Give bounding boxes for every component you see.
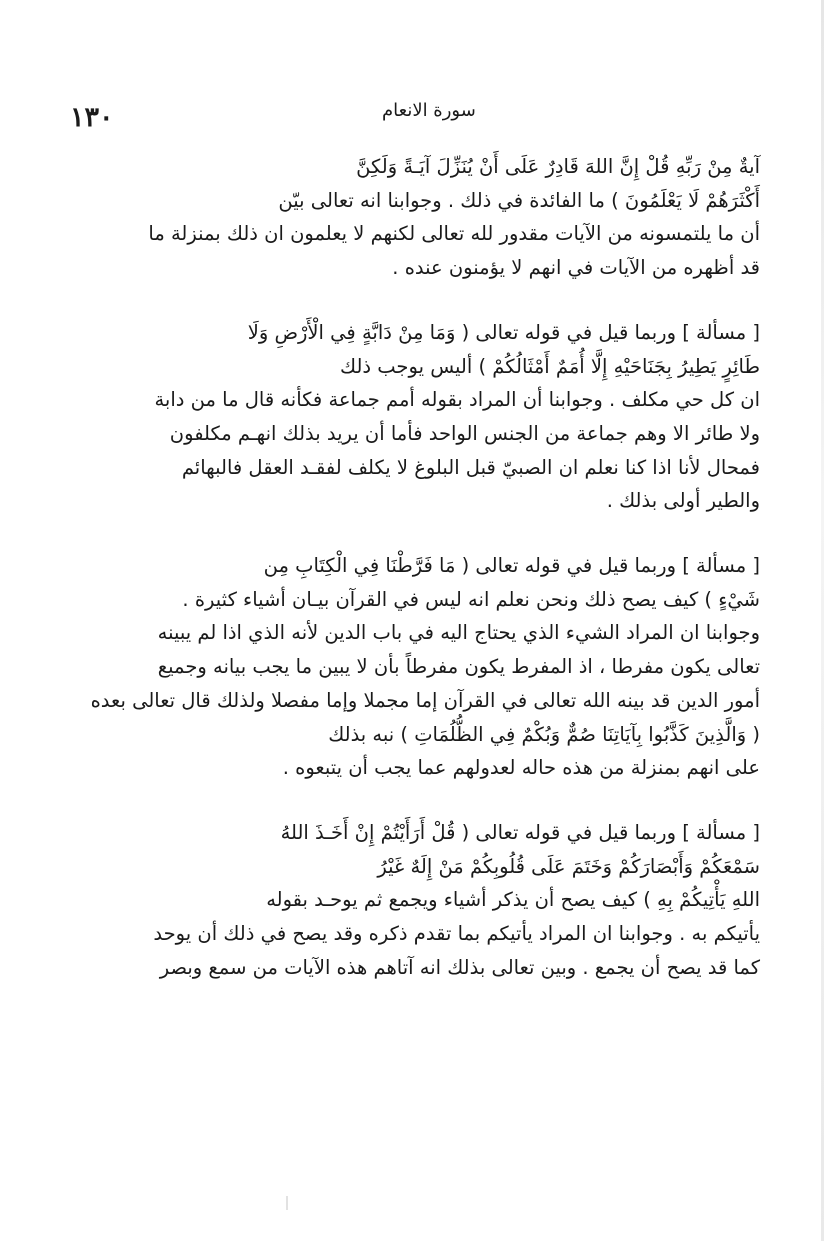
text-line: [ مسألة ] وربما قيل في قوله تعالى ( وَمَا مِنْ دَابَّةٍ فِي الْأَرْضِ وَلَا [247,320,760,344]
scan-speck [286,1196,288,1210]
text-line: ولا طائر الا وهم جماعة من الجنس الواحد فأما أن يريد بذلك انهـم مكلفون [169,421,760,445]
scan-edge-shadow [821,0,824,1241]
text-line: تعالى يكون مفرطا ، اذ المفرط يكون مفرطاً بأن لا يبين ما يجب بيانه وجميع [157,655,760,679]
text-line: أمور الدين قد بينه الله تعالى في القرآن إما مجملا وإما مفصلا ولذلك قال تعالى بعده [90,688,760,712]
text-line: [ مسألة ] وربما قيل في قوله تعالى ( قُلْ أَرَأَيْتُمْ إِنْ أَخَـذَ اللهُ [280,820,760,844]
paragraph-1 [72,150,760,285]
text-line: فمحال لأنا اذا كنا نعلم ان الصبيّ قبل البلوغ لا يكلف لفقـد العقل فالبهائم [181,455,760,479]
text-line: اللهِ يَأْتِيكُمْ بِهِ ) كيف يصح أن يذكر أشياء ويجمع ثم يوحـد بقوله [266,888,760,912]
running-title: سورة الانعام [382,100,476,121]
text-line: [ مسألة ] وربما قيل في قوله تعالى ( مَا فَرَّطْنَا فِي الْكِتَابِ مِن [263,554,760,578]
paragraph-2 [72,316,760,518]
text-line: شَيْءٍ ) كيف يصح ذلك ونحن نعلم انه ليس في القرآن بيـان أشياء كثيرة . [182,587,760,611]
text-line: قد أظهره من الآيات في انهم لا يؤمنون عنده . [392,256,760,280]
paragraph-3 [72,549,760,785]
text-line: على انهم بمنزلة من هذه حاله لعدولهم عما يجب أن يتبعوه . [282,756,760,780]
text-line: أن ما يلتمسونه من الآيات مقدور لله تعالى لكنهم لا يعلمون ان ذلك بمنزلة ما [148,222,760,246]
text-line: والطير أولى بذلك . [606,489,760,513]
page-header [70,92,760,132]
text-line: سَمْعَكُمْ وَأَبْصَارَكُمْ وَخَتَمَ عَلَى قُلُوبِكُمْ مَنْ إِلَهٌ غَيْرُ [377,854,760,878]
text-line: ان كل حي مكلف . وجوابنا أن المراد بقوله أمم جماعة فكأنه قال ما من دابة [154,388,760,412]
body-text [72,150,760,984]
text-line: طَائِرٍ يَطِيرُ بِجَنَاحَيْهِ إِلَّا أُمَمٌ أَمْثَالُكُمْ ) أليس يوجب ذلك [340,354,760,378]
text-line: يأتيكم به . وجوابنا ان المراد يأتيكم بما تقدم ذكره وقد يصح في ذلك أن يوحد [153,922,760,946]
text-line: وجوابنا ان المراد الشيء الذي يحتاج اليه في باب الدين لأنه الذي اذا لم يبينه [157,621,760,645]
text-line: أَكْثَرَهُمْ لَا يَعْلَمُونَ ) ما الفائدة في ذلك . وجوابنا انه تعالى بيّن [278,188,760,212]
text-line: ( وَالَّذِينَ كَذَّبُوا بِآيَاتِنَا صُمٌّ وَبُكْمٌ فِي الظُّلُمَاتِ ) نبه بذلك [328,722,760,746]
text-line: آيةٌ مِنْ رَبِّهِ قُلْ إِنَّ اللهَ قَادِرٌ عَلَى أَنْ يُنَزِّلَ آيَـةً وَلَكِنَّ [356,155,760,178]
text-line: كما قد يصح أن يجمع . وبين تعالى بذلك انه آتاهم هذه الآيات من سمع وبصر [159,955,760,979]
page-number: ١٣٠ [70,102,114,133]
paragraph-4 [72,816,760,985]
